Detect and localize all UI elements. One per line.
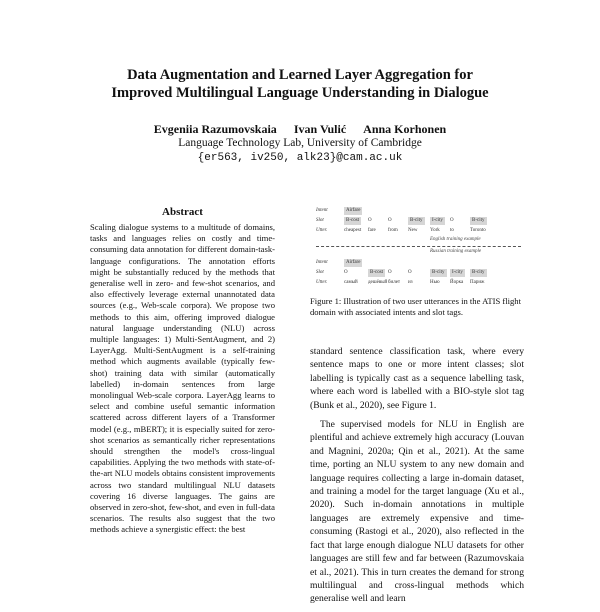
- ex1-word-5: York: [430, 228, 440, 233]
- ex2-tag: Russian training example: [430, 249, 482, 254]
- ex2-word-6: Йорка: [450, 280, 464, 285]
- ex2-word-1: самый: [344, 280, 358, 285]
- ex1-slot-tag-6: O: [450, 218, 454, 223]
- author-3: Anna Korhonen: [363, 122, 447, 136]
- ex1-word-2: fare: [368, 228, 376, 233]
- email: {er563, iv250, alk23}@cam.ac.uk: [197, 152, 403, 164]
- author-2: Ivan Vulić: [293, 122, 347, 136]
- ex2-slot-tag-4: O: [408, 270, 412, 275]
- ex1-slot-tag-1: B-cost: [346, 218, 360, 223]
- author-list: [60, 122, 540, 137]
- body-text: [310, 345, 524, 612]
- affiliation: Language Technology Lab, University of Cambridge: [178, 137, 422, 149]
- abstract-heading: Abstract: [162, 206, 203, 218]
- body-paragraph-2: The supervised models for NLU in English are plentiful and achieve extremely high accuracy (Louvan and Magnini, 2020a; Qin et al., 2021). At the same time, porting an NLU system to any new domain and language requires collecting a large in-domain dataset, and training a model for the target language (Xu et al., 2020). Such in-domain annotations in multiple languages are extremely expensive and time-consuming (Rastogi et al., 2020), also reflected in the fact that large enough dialogue NLU datasets for other languages are still few and far between (Razumovskaia et al., 2021). This in turn creates the demand for strong multilingual and cross-lingual methods which generalise well and learn: [310, 419, 524, 605]
- ex1-word-7: Toronto: [470, 228, 486, 233]
- ex1-slot-tag-3: O: [388, 218, 392, 223]
- ex1-word-3: from: [388, 228, 398, 233]
- ex2-word-2: дешёвый: [368, 280, 388, 285]
- ex2-slot-tag-1: O: [344, 270, 348, 275]
- ex2-word-5: Нью: [430, 280, 440, 285]
- ex2-slot-tag-3: O: [388, 270, 392, 275]
- ex1-slot-tag-2: O: [368, 218, 372, 223]
- figure-divider: [316, 246, 521, 247]
- ex2-slot-tag-7: B-city: [472, 270, 485, 275]
- ex1-intent-label: Intent: [316, 208, 328, 213]
- ex1-slot-tag-4: B-city: [410, 218, 423, 223]
- ex2-slot-label: Slot: [316, 270, 324, 275]
- paper-title-line-1: Data Augmentation and Learned Layer Aggregation for: [127, 67, 473, 83]
- ex1-slot-label: Slot: [316, 218, 324, 223]
- abstract-text: Scaling dialogue systems to a multitude of domains, tasks and languages relies on costly and time-consuming data annotation for different domain-task-language configurations. The annotation efforts might be substantially reduced by the methods that generalise well in zero- and few-shot scenarios, and also effectively leverage external unannotated data sources (e.g., Web-scale corpora). We propose two methods to this aim, offering improved dialogue natural language understanding (NLU) across multiple languages: 1) Multi-SentAugment, and 2) LayerAgg. Multi-SentAugment is a self-training method which augments available (typically few-shot) training data with similar (automatically labelled) in-domain sentences from large monolingual Web-scale corpora. LayerAgg learns to select and combine useful semantic information scattered across different layers of a Transformer model (e.g., mBERT); it is especially suited for zero-shot scenarios as semantically richer representations should strengthen the model's cross-lingual capabilities. Applying the two methods with state-of-the-art NLU models obtains consistent improvements across two standard multilingual NLU datasets covering 16 diverse languages. The gains are observed in zero-shot, few-shot, and even in full-data scenarios. The results also suggest that the two methods achieve a synergistic effect: the best: [90, 222, 275, 535]
- ex1-word-6: to: [450, 228, 454, 233]
- ex1-tag: English training example: [430, 237, 481, 242]
- ex2-word-3: билет: [388, 280, 401, 285]
- ex2-slot-tag-2: B-cost: [370, 270, 384, 275]
- ex2-word-4: из: [408, 280, 413, 285]
- ex1-slot-tag-5: I-city: [432, 218, 443, 223]
- paper-title-line-2: Improved Multilingual Language Understanding in Dialogue: [111, 85, 489, 101]
- body-paragraph-1: standard sentence classification task, where every sentence maps to one or more intent classes; slot labelling is typically cast as a sequence labelling task, where each word is labelled with a BIO-style slot tag (Bunk et al., 2020), see Figure 1.: [310, 346, 524, 411]
- ex2-intent-value: Airfare: [346, 260, 361, 265]
- ex2-slot-tag-5: B-city: [432, 270, 445, 275]
- ex2-utterance-label: Utter.: [316, 280, 328, 285]
- figure-1: [310, 205, 524, 293]
- ex1-intent-value: Airfare: [346, 208, 361, 213]
- ex1-word-1: cheapest: [344, 228, 362, 233]
- author-1: Evgeniia Razumovskaia: [153, 122, 277, 136]
- ex2-intent-label: Intent: [316, 260, 328, 265]
- figure-caption: Figure 1: Illustration of two user utterances in the ATIS flight domain with associated intents and slot tags.: [310, 296, 521, 318]
- ex2-word-7: Париж: [470, 280, 485, 285]
- ex1-word-4: New: [408, 228, 418, 233]
- ex1-slot-tag-7: B-city: [472, 218, 485, 223]
- ex2-slot-tag-6: I-city: [452, 270, 463, 275]
- ex1-utterance-label: Utter.: [316, 228, 328, 233]
